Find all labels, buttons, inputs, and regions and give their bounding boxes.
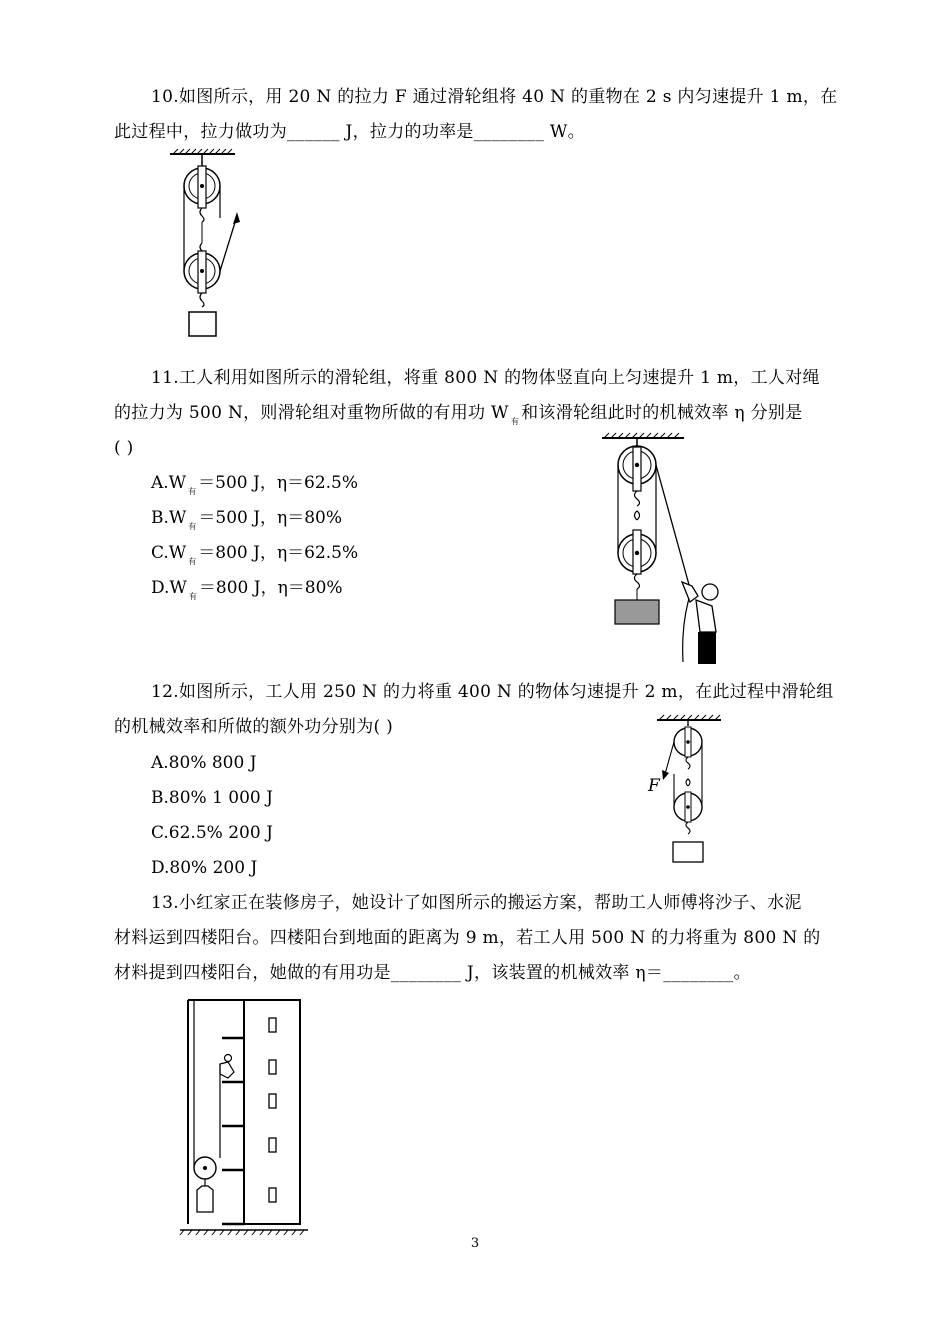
q12-option-a: A.80% 800 J	[151, 753, 257, 773]
q11-option-b	[151, 507, 342, 532]
q13-line2: 材料运到四楼阳台。四楼阳台到地面的距离为 9 m，若工人用 500 N 的力将重为 800 N 的	[114, 928, 821, 948]
q11-pulley-worker-figure	[598, 432, 738, 668]
q11-option-a-sub: 有	[188, 487, 197, 496]
q11-option-d-prefix: D.W	[151, 578, 187, 598]
q11-option-d	[151, 577, 343, 602]
q10-line2: 此过程中，拉力做功为______ J，拉力的功率是________ W。	[114, 122, 585, 142]
q12-line2: 的机械效率和所做的额外功分别为( )	[114, 717, 394, 737]
q11-line1: 11.工人利用如图所示的滑轮组，将重 800 N 的物体竖直向上匀速提升 1 m，工人对绳	[151, 368, 820, 388]
q12-option-b: B.80% 1 000 J	[151, 788, 273, 808]
q10-pulley-figure	[165, 148, 255, 343]
q12-option-d: D.80% 200 J	[151, 858, 258, 878]
q13-line1: 13.小红家正在装修房子，她设计了如图所示的搬运方案，帮助工人师傅将沙子、水泥	[151, 893, 802, 913]
q13-building-figure	[180, 996, 310, 1236]
q11-option-d-text: ＝800 J，η＝80%	[198, 578, 343, 598]
q11-option-b-text: ＝500 J，η＝80%	[198, 508, 343, 528]
q11-option-a-text: ＝500 J，η＝62.5%	[198, 473, 359, 493]
q11-line2-sub: 有	[510, 417, 520, 426]
q11-option-a-prefix: A.W	[151, 473, 187, 493]
q11-option-c-prefix: C.W	[151, 543, 187, 563]
q12-force-label: F	[648, 776, 660, 796]
q13-line3: 材料提到四楼阳台，她做的有用功是________ J，该装置的机械效率 η＝________。	[114, 963, 751, 983]
q10-line1: 10.如图所示，用 20 N 的拉力 F 通过滑轮组将 40 N 的重物在 2 s 内匀速提升 1 m，在	[151, 87, 838, 107]
q11-line2-part1: 的拉力为 500 N，则滑轮组对重物所做的有用功 W	[114, 403, 509, 423]
q12-option-c: C.62.5% 200 J	[151, 823, 273, 843]
q11-line2-part2: 和该滑轮组此时的机械效率 η 分别是	[521, 403, 803, 423]
q11-answer-bracket: ( )	[114, 438, 134, 458]
q11-option-c	[151, 542, 358, 567]
q11-option-c-sub: 有	[188, 557, 197, 566]
q12-pulley-figure	[643, 714, 723, 866]
page-number: 3	[470, 1236, 480, 1251]
q11-option-b-prefix: B.W	[151, 508, 187, 528]
q11-option-a	[151, 472, 358, 497]
q11-option-d-sub: 有	[188, 592, 197, 601]
q11-option-c-text: ＝800 J，η＝62.5%	[198, 543, 359, 563]
q11-line2	[114, 402, 803, 427]
q11-option-b-sub: 有	[188, 522, 197, 531]
q12-line1: 12.如图所示，工人用 250 N 的力将重 400 N 的物体匀速提升 2 m，在此过程中滑轮组	[151, 682, 834, 702]
